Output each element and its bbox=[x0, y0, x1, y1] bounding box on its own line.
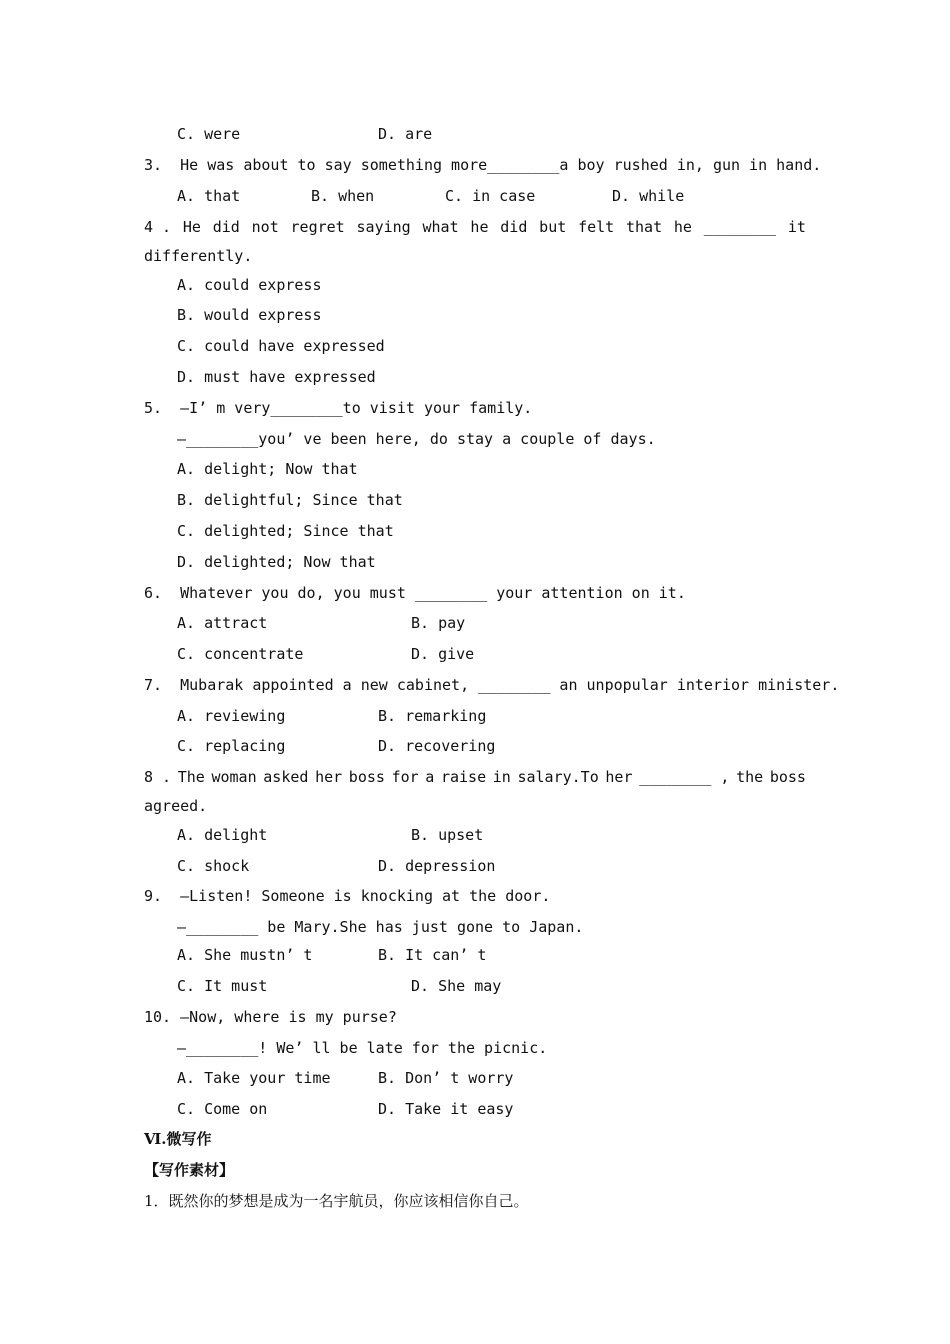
q8-word: asked bbox=[263, 768, 309, 786]
q9-stem-reply: —________ be Mary.She has just gone to Japan. bbox=[177, 918, 584, 936]
q8-option-b: B. upset bbox=[411, 826, 484, 844]
q4-word: not bbox=[251, 218, 279, 236]
q8-word: for bbox=[391, 768, 419, 786]
q8-word: boss bbox=[769, 768, 806, 786]
q8-option-d: D. depression bbox=[378, 857, 496, 875]
q8-word: The bbox=[177, 768, 205, 786]
q5-option-d: D. delighted; Now that bbox=[177, 553, 376, 571]
q4-word: he bbox=[470, 218, 489, 236]
q9-option-d: D. She may bbox=[411, 977, 502, 995]
q9-option-b: B. It can’ t bbox=[378, 946, 487, 964]
q3-option-d: D. while bbox=[612, 187, 685, 205]
q8-word: her bbox=[315, 768, 343, 786]
q8-word: boss bbox=[348, 768, 385, 786]
writing-item-1: 1．既然你的梦想是成为一名宇航员，你应该相信你自己。 bbox=[144, 1192, 529, 1210]
q4-stem-continued: differently. bbox=[144, 247, 253, 265]
q9-option-c: C. It must bbox=[177, 977, 268, 995]
q10-option-b: B. Don’ t worry bbox=[378, 1069, 514, 1087]
q10-stem-reply: —________! We’ ll be late for the picnic. bbox=[177, 1039, 548, 1057]
q4-word: what bbox=[422, 218, 459, 236]
q4-word: regret bbox=[290, 218, 345, 236]
q10-stem: 10. —Now, where is my purse? bbox=[144, 1008, 397, 1026]
q4-word: he bbox=[673, 218, 692, 236]
q8-word: in bbox=[492, 768, 511, 786]
q4-number: 4 . bbox=[144, 218, 172, 236]
q8-stem bbox=[144, 767, 806, 787]
q8-number: 8 . bbox=[144, 768, 172, 786]
q2-option-d: D. are bbox=[378, 125, 433, 143]
q8-word: salary.To bbox=[517, 768, 599, 786]
q4-word: did bbox=[212, 218, 240, 236]
q2-option-c: C. were bbox=[177, 125, 241, 143]
q10-option-a: A. Take your time bbox=[177, 1069, 331, 1087]
q7-stem: 7. Mubarak appointed a new cabinet, ________ an unpopular interior minister. bbox=[144, 676, 840, 694]
q4-word: it bbox=[787, 218, 806, 236]
q9-stem: 9. —Listen! Someone is knocking at the door. bbox=[144, 887, 551, 905]
q3-stem: 3. He was about to say something more________a boy rushed in, gun in hand. bbox=[144, 156, 822, 174]
q7-option-a: A. reviewing bbox=[177, 707, 286, 725]
q10-option-d: D. Take it easy bbox=[378, 1100, 514, 1118]
writing-material-label: 【写作素材】 bbox=[144, 1161, 235, 1179]
q7-option-c: C. replacing bbox=[177, 737, 286, 755]
q8-word: woman bbox=[211, 768, 257, 786]
q8-option-c: C. shock bbox=[177, 857, 250, 875]
q4-option-a: A. could express bbox=[177, 276, 322, 294]
q4-word: that bbox=[625, 218, 663, 236]
q8-word: her bbox=[605, 768, 633, 786]
q3-option-b: B. when bbox=[311, 187, 375, 205]
q5-stem: 5. —I’ m very________to visit your family. bbox=[144, 399, 533, 417]
q8-word: a bbox=[425, 768, 435, 786]
q8-option-a: A. delight bbox=[177, 826, 268, 844]
q3-option-a: A. that bbox=[177, 187, 241, 205]
q4-word: He bbox=[182, 218, 201, 236]
q6-option-d: D. give bbox=[411, 645, 475, 663]
section-heading: Ⅵ.微写作 bbox=[144, 1130, 212, 1148]
q8-word: the bbox=[736, 768, 764, 786]
q5-stem-reply: —________you’ ve been here, do stay a couple of days. bbox=[177, 430, 656, 448]
q4-blank: ________ bbox=[703, 218, 777, 236]
q8-blank: ________ , bbox=[639, 768, 730, 786]
q6-stem: 6. Whatever you do, you must ________ your attention on it. bbox=[144, 584, 686, 602]
q5-option-b: B. delightful; Since that bbox=[177, 491, 403, 509]
q3-option-c: C. in case bbox=[445, 187, 536, 205]
q6-option-a: A. attract bbox=[177, 614, 268, 632]
q4-option-c: C. could have expressed bbox=[177, 337, 385, 355]
q7-option-b: B. remarking bbox=[378, 707, 487, 725]
q8-word: raise bbox=[440, 768, 487, 786]
q4-word: saying bbox=[356, 218, 411, 236]
q8-stem-continued: agreed. bbox=[144, 797, 208, 815]
q4-stem bbox=[144, 217, 806, 237]
q5-option-c: C. delighted; Since that bbox=[177, 522, 394, 540]
q4-option-b: B. would express bbox=[177, 306, 322, 324]
q5-option-a: A. delight; Now that bbox=[177, 460, 358, 478]
q6-option-c: C. concentrate bbox=[177, 645, 304, 663]
q4-option-d: D. must have expressed bbox=[177, 368, 376, 386]
q4-word: but bbox=[539, 218, 567, 236]
q4-word: did bbox=[500, 218, 528, 236]
q7-option-d: D. recovering bbox=[378, 737, 496, 755]
q4-word: felt bbox=[578, 218, 615, 236]
q10-option-c: C. Come on bbox=[177, 1100, 268, 1118]
q6-option-b: B. pay bbox=[411, 614, 466, 632]
q9-option-a: A. She mustn’ t bbox=[177, 946, 313, 964]
